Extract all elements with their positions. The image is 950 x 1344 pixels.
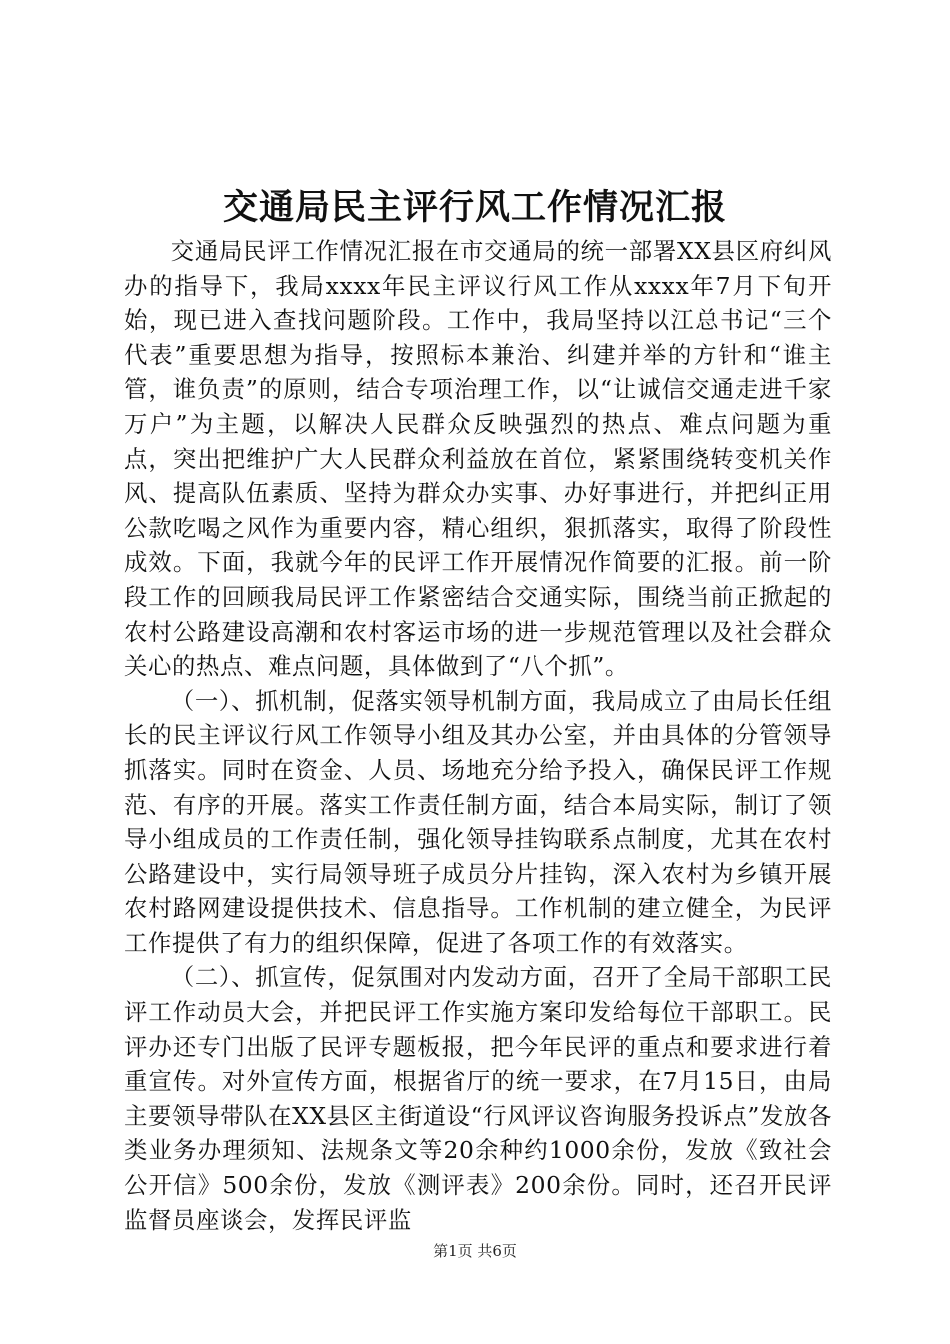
- body-paragraph: （二）、抓宣传，促氛围对内发动方面，召开了全局干部职工民评工作动员大会，并把民评工作实施方案印发给每位干部职工。民评办还专门出版了民评专题板报，把今年民评的重点和要求进行着重宣传。对外宣传方面，根据省厅的统一要求，在7月15日，由局主要领导带队在XX县区主街道设“行风评议咨询服务投诉点”发放各类业务办理须知、法规条文等20余种约1000余份，发放《致社会公开信》500余份，发放《测评表》200余份。同时，还召开民评监督员座谈会，发挥民评监: [124, 963, 832, 1234]
- document-title: 交通局民主评行风工作情况汇报: [222, 187, 727, 228]
- page-number-footer: 第1页 共6页: [433, 1242, 517, 1260]
- document-body: [124, 234, 832, 1237]
- body-paragraph: 交通局民评工作情况汇报在市交通局的统一部署XX县区府纠风办的指导下，我局xxxx年民主评议行风工作从xxxx年7月下旬开始，现已进入查找问题阶段。工作中，我局坚持以江总书记“三个代表”重要思想为指导，按照标本兼治、纠建并举的方针和“谁主管，谁负责”的原则，结合专项治理工作，以“让诚信交通走进千家万户”为主题，以解决人民群众反映强烈的热点、难点问题为重点，突出把维护广大人民群众利益放在首位，紧紧围绕转变机关作风、提高队伍素质、坚持为群众办实事、办好事进行，并把纠正用公款吃喝之风作为重要内容，精心组织，狠抓落实，取得了阶段性成效。下面，我就今年的民评工作开展情况作简要的汇报。前一阶段工作的回顾我局民评工作紧密结合交通实际，围绕当前正掀起的农村公路建设高潮和农村客运市场的进一步规范管理以及社会群众关心的热点、难点问题，具体做到了“八个抓”。: [124, 237, 832, 681]
- body-paragraph: （一）、抓机制，促落实领导机制方面，我局成立了由局长任组长的民主评议行风工作领导小组及其办公室，并由具体的分管领导抓落实。同时在资金、人员、场地充分给予投入，确保民评工作规范、有序的开展。落实工作责任制方面，结合本局实际，制订了领导小组成员的工作责任制，强化领导挂钩联系点制度，尤其在农村公路建设中，实行局领导班子成员分片挂钩，深入农村为乡镇开展农村路网建设提供技术、信息指导。工作机制的建立健全，为民评工作提供了有力的组织保障，促进了各项工作的有效落实。: [124, 686, 832, 957]
